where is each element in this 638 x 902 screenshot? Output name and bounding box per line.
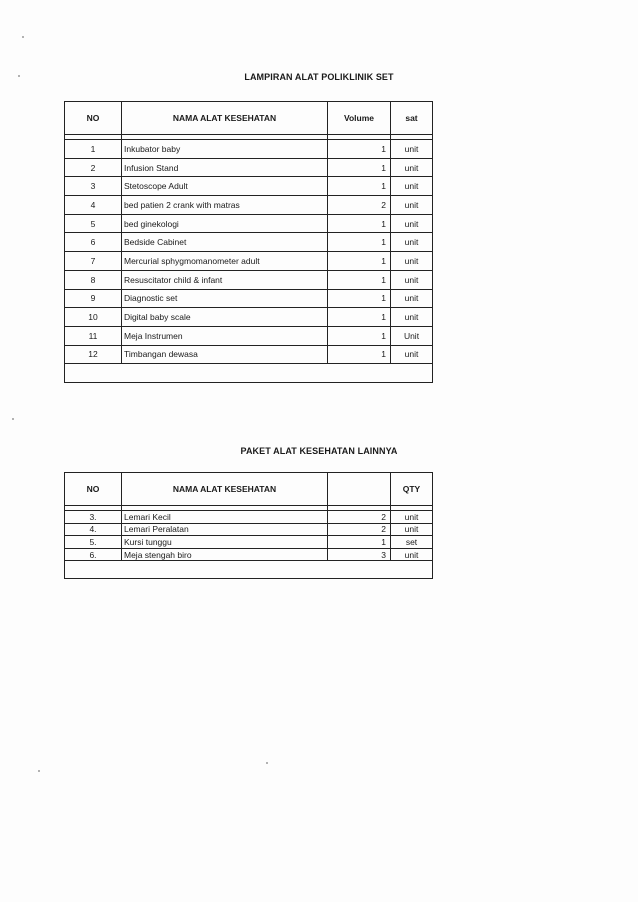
scan-speck [18, 75, 20, 77]
table-row: 5. Kursi tunggu 1 set [65, 536, 433, 549]
scan-speck [38, 770, 40, 772]
header-volume: Volume [328, 102, 391, 135]
table-row: 12 Timbangan dewasa 1 unit [65, 345, 433, 364]
header-unit: sat [391, 102, 433, 135]
scan-speck [266, 762, 268, 764]
header-volume [328, 473, 391, 506]
table-row: 6. Meja stengah biro 3 unit [65, 548, 433, 561]
scan-speck [22, 36, 24, 38]
other-equipment-table [64, 472, 433, 579]
table-row: 4 bed patien 2 crank with matras 2 unit [65, 196, 433, 215]
table-footer-row [65, 364, 433, 383]
table-row: 7 Mercurial sphygmomanometer adult 1 unit [65, 252, 433, 271]
table-row: 3 Stetoscope Adult 1 unit [65, 177, 433, 196]
header-no: NO [65, 102, 122, 135]
table-row: 6 Bedside Cabinet 1 unit [65, 233, 433, 252]
header-name: NAMA ALAT KESEHATAN [122, 473, 328, 506]
header-no: NO [65, 473, 122, 506]
section1-title: LAMPIRAN ALAT POLIKLINIK SET [244, 72, 394, 82]
section2-title: PAKET ALAT KESEHATAN LAINNYA [240, 446, 398, 456]
table-row: 5 bed ginekologi 1 unit [65, 214, 433, 233]
table-row: 8 Resuscitator child & infant 1 unit [65, 270, 433, 289]
table-row: 4. Lemari Peralatan 2 unit [65, 523, 433, 536]
table-header-row [65, 473, 433, 506]
header-qty: QTY [391, 473, 433, 506]
equipment-table [64, 101, 433, 383]
table-row: 3. Lemari Kecil 2 unit [65, 511, 433, 524]
table-footer-row [65, 561, 433, 579]
header-name: NAMA ALAT KESEHATAN [122, 102, 328, 135]
table-row: 9 Diagnostic set 1 unit [65, 289, 433, 308]
table-header-row [65, 102, 433, 135]
table-row: 2 Infusion Stand 1 unit [65, 158, 433, 177]
table-row: 10 Digital baby scale 1 unit [65, 308, 433, 327]
table-row: 1 Inkubator baby 1 unit [65, 140, 433, 159]
scan-speck [12, 418, 14, 420]
table-row: 11 Meja Instrumen 1 Unit [65, 326, 433, 345]
